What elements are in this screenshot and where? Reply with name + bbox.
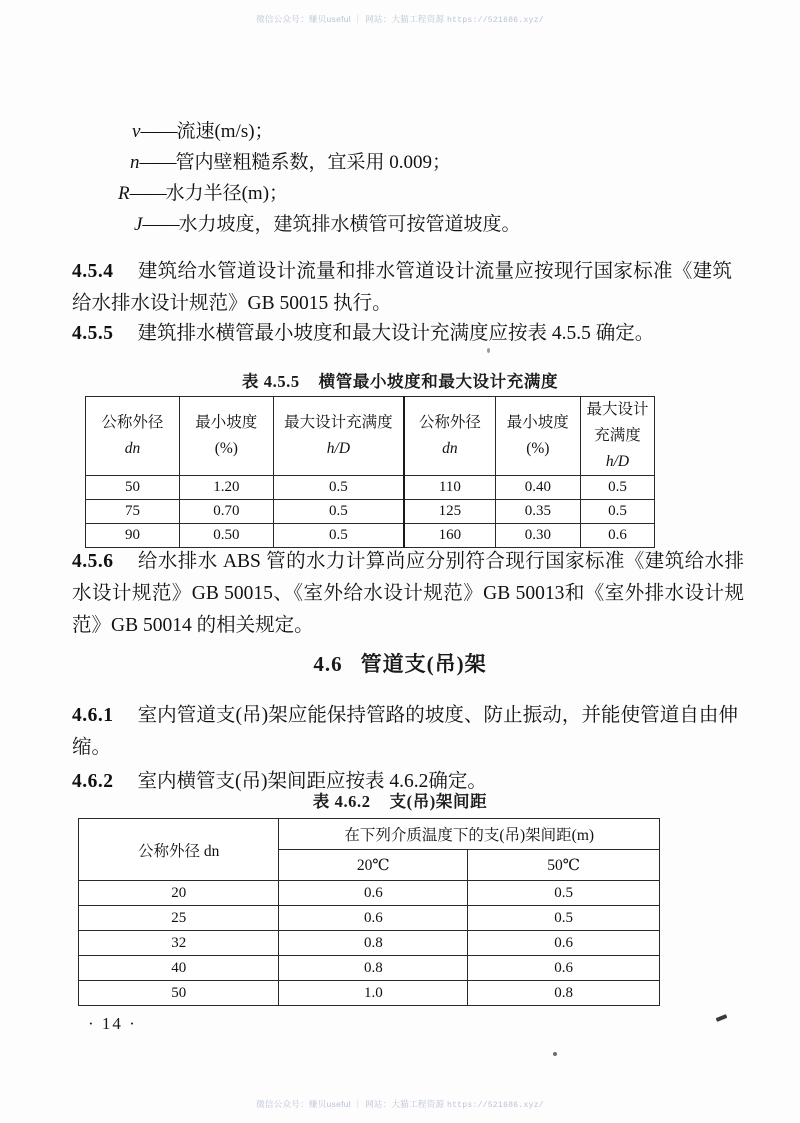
cell: 50	[79, 981, 279, 1006]
cell: 0.5	[580, 476, 654, 500]
clause-text: 建筑排水横管最小坡度和最大设计充满度应按表 4.5.5 确定。	[137, 323, 655, 344]
watermark-url: https://521686.xyz/	[446, 16, 544, 25]
cell: 0.35	[495, 500, 580, 524]
definition-text: 水力坡度，建筑排水横管可按管道坡度。	[178, 214, 521, 235]
clause-number: 4.5.5	[72, 323, 114, 344]
cell: 0.70	[179, 500, 273, 524]
cell: 50	[86, 476, 180, 500]
cell: 75	[86, 500, 180, 524]
scan-artifact	[716, 1014, 728, 1022]
clause-number: 4.6.2	[72, 771, 114, 792]
header-line-1: 最大设计充满度	[284, 414, 393, 431]
header-cell-stub-dn	[79, 819, 279, 881]
cell: 1.20	[179, 476, 273, 500]
cell: 0.5	[273, 500, 404, 524]
clause-4-5-5	[72, 318, 732, 350]
header-line-2: (%)	[526, 440, 550, 457]
cell: 0.50	[179, 524, 273, 548]
table-row	[79, 881, 660, 906]
header-line-1: 最小坡度	[506, 414, 569, 431]
table-header-row	[86, 397, 655, 476]
header-line-2: h/D	[326, 440, 351, 457]
table-row	[79, 956, 660, 981]
clause-number: 4.6.1	[72, 705, 114, 726]
watermark-top	[0, 13, 800, 25]
watermark-url: https://521686.xyz/	[446, 1101, 544, 1110]
watermark-text: 微信公众号：赚贝useful ｜ 网站：大猫工程资源	[256, 1099, 445, 1109]
watermark-bottom	[0, 1098, 800, 1110]
cell: 0.6	[468, 931, 660, 956]
table-row	[79, 981, 660, 1006]
definition-dash: ——	[129, 183, 166, 204]
cell: 0.5	[468, 906, 660, 931]
header-cell-temp-20: 20℃	[279, 850, 468, 881]
definition-line	[118, 178, 692, 209]
cell: 0.5	[273, 476, 404, 500]
header-group-text: 在下列介质温度下的支(吊)架间距(m)	[344, 827, 595, 844]
scan-speck	[553, 1052, 557, 1056]
definition-dash: ——	[139, 152, 176, 173]
clause-4-5-6	[72, 546, 744, 642]
cell: 0.6	[279, 881, 468, 906]
cell: 1.0	[279, 981, 468, 1006]
definition-line	[130, 147, 692, 178]
cell: 32	[79, 931, 279, 956]
header-line-1: 最大设计充满度	[586, 401, 649, 444]
scan-speck	[487, 348, 490, 353]
table-row	[86, 500, 655, 524]
table-header-row	[79, 819, 660, 850]
header-cell-slope-right	[495, 397, 580, 476]
cell: 0.5	[468, 881, 660, 906]
cell: 0.8	[468, 981, 660, 1006]
table-4-6-2	[78, 818, 660, 1006]
header-cell-fill-right	[580, 397, 654, 476]
cell: 0.6	[468, 956, 660, 981]
definition-line	[134, 209, 692, 240]
header-line-1: 公称外径	[418, 414, 481, 431]
page-number: · 14 ·	[88, 1014, 137, 1033]
cell: 20	[79, 881, 279, 906]
symbol-r: R	[118, 183, 130, 204]
cell: 110	[404, 476, 495, 500]
cell: 90	[86, 524, 180, 548]
table-caption-label: 表 4.5.5	[241, 372, 300, 391]
cell: 0.40	[495, 476, 580, 500]
clause-number: 4.5.6	[72, 551, 114, 572]
symbol-definition-list	[118, 116, 692, 240]
clause-4-5-4	[72, 256, 732, 320]
table-row	[79, 906, 660, 931]
definition-line	[132, 116, 692, 147]
header-line-2: (%)	[214, 440, 238, 457]
header-line-1: 最小坡度	[195, 414, 258, 431]
header-line-2: h/D	[605, 453, 630, 470]
table-row	[79, 931, 660, 956]
definition-text: 流速(m/s)；	[176, 121, 274, 142]
table-row	[86, 524, 655, 548]
cell: 125	[404, 500, 495, 524]
cell: 0.5	[580, 500, 654, 524]
cell: 0.6	[279, 906, 468, 931]
definition-dash: ——	[140, 121, 177, 142]
cell: 0.30	[495, 524, 580, 548]
header-cell-dn-right	[404, 397, 495, 476]
definition-text: 水力半径(m)；	[165, 183, 289, 204]
clause-text: 建筑给水管道设计流量和排水管道设计流量应按现行国家标准《建筑给水排水设计规范》GB 50015 执行。	[72, 261, 732, 314]
clause-text: 给水排水 ABS 管的水力计算尚应分别符合现行国家标准《建筑给水排水设计规范》GB 50015、《室外给水设计规范》GB 50013和《室外排水设计规范》GB 50014 的相关规定。	[72, 551, 744, 636]
symbol-v: v	[132, 121, 141, 142]
header-line-2: dn	[442, 440, 458, 457]
header-cell-group	[279, 819, 660, 850]
table-caption-455	[0, 368, 800, 392]
header-cell-temp-50: 50℃	[468, 850, 660, 881]
table-caption-title: 横管最小坡度和最大设计充满度	[318, 372, 559, 391]
section-number: 4.6	[313, 652, 343, 676]
header-line-1: 公称外径	[101, 414, 164, 431]
cell: 0.5	[273, 524, 404, 548]
cell: 0.8	[279, 931, 468, 956]
cell: 0.6	[580, 524, 654, 548]
table-caption-label: 表 4.6.2	[312, 792, 371, 811]
header-cell-slope-left	[179, 397, 273, 476]
table-caption-462	[0, 788, 800, 812]
watermark-text: 微信公众号：赚贝useful ｜ 网站：大猫工程资源	[256, 14, 445, 24]
symbol-j: J	[134, 214, 143, 235]
clause-number: 4.5.4	[72, 261, 114, 282]
table-caption-title: 支(吊)架间距	[389, 792, 488, 811]
clause-text: 室内横管支(吊)架间距应按表 4.6.2确定。	[137, 771, 487, 792]
clause-text: 室内管道支(吊)架应能保持管路的坡度、防止振动，并能使管道自由伸缩。	[72, 705, 738, 758]
header-stub-text: 公称外径 dn	[138, 842, 220, 860]
table-row	[86, 476, 655, 500]
symbol-n: n	[130, 152, 140, 173]
cell: 160	[404, 524, 495, 548]
cell: 25	[79, 906, 279, 931]
header-cell-dn-left	[86, 397, 180, 476]
cell: 40	[79, 956, 279, 981]
definition-dash: ——	[142, 214, 179, 235]
section-title: 管道支(吊)架	[360, 652, 487, 676]
section-heading-4-6	[0, 648, 800, 678]
header-line-2: dn	[124, 440, 141, 457]
clause-4-6-1	[72, 700, 738, 764]
header-cell-fill-left	[273, 397, 404, 476]
definition-text: 管内壁粗糙系数，宜采用 0.009；	[175, 152, 452, 173]
cell: 0.8	[279, 956, 468, 981]
table-4-5-5	[85, 396, 655, 548]
